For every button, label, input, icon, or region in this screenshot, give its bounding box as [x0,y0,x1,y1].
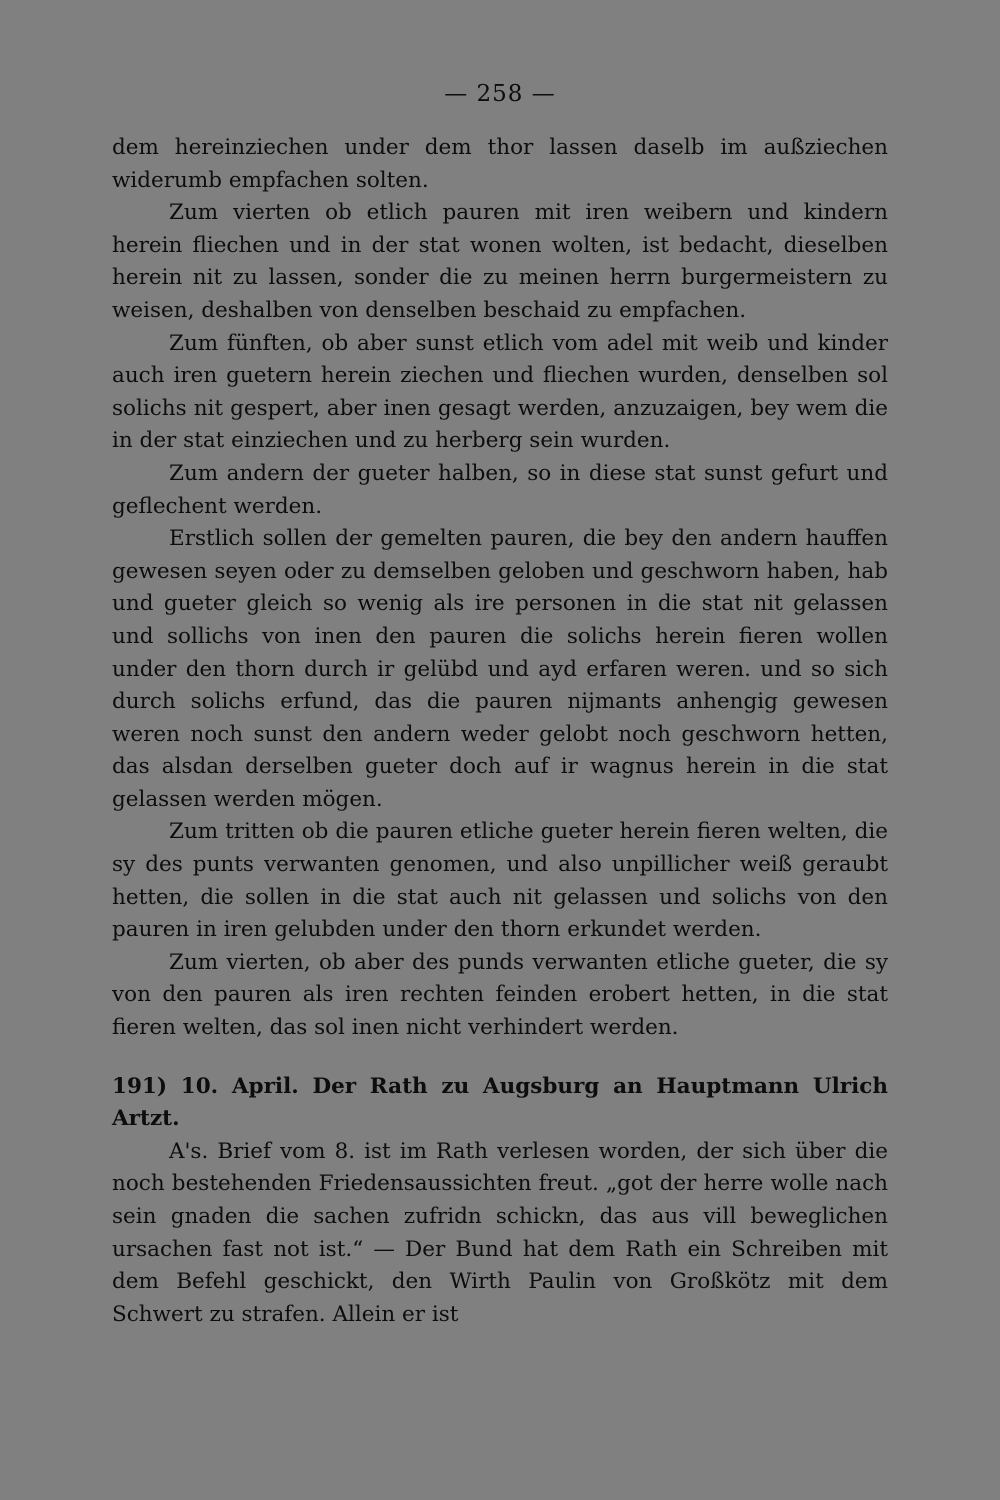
document-body: A's. Brief vom 8. ist im Rath verlesen worden, der sich über die noch bestehenden Friedensaussichten freut. „got der herre wolle nach sein gnaden die sachen zufridn schickn, das aus vill beweglichen ursachen fast not ist.“ — Der Bund hat dem Rath ein Schreiben mit dem Befehl geschickt, den Wirth Paulin von Großkötz mit dem Schwert zu strafen. Allein er ist [112,1138,888,1327]
paragraph-continuation: dem hereinziechen under dem thor lassen daselb im außziechen widerumb empfachen solten. [112,135,888,193]
paragraph-zum-fuenften: Zum fünften, ob aber sunst etlich vom adel mit weib und kinder auch iren guetern herein ziechen und fliechen wurden, denselben sol solichs nit gespert, aber inen gesagt werden, anzuzaigen, bey wem die in der stat einziechen und zu herberg sein wurden. [112,330,888,454]
paragraph-zum-tritten: Zum tritten ob die pauren etliche gueter herein fieren welten, die sy des punts verwanten genomen, und also unpillicher weiß geraubt hetten, die sollen in die stat auch nit gelassen und solichs von den pauren in iren gelubden under den thorn erkundet werden. [112,819,888,943]
document-heading: 191) 10. April. Der Rath zu Augsburg an Hauptmann Ulrich Artzt. [112,1073,888,1132]
page-number: — 258 — [444,81,556,107]
paragraph-zum-vierten-gueter: Zum vierten, ob aber des punds verwanten etliche gueter, die sy von den pauren als iren rechten feinden erobert hetten, in die stat fieren welten, das sol inen nicht verhindert werden. [112,949,888,1041]
book-page [112,78,888,1331]
paragraph-zum-vierten-pauren: Zum vierten ob etlich pauren mit iren weibern und kindern herein fliechen und in der stat wonen wolten, ist bedacht, dieselben herein nit zu lassen, sonder die zu meinen herrn burgermeistern zu weisen, deshalben von denselben beschaid zu empfachen. [112,200,888,323]
paragraph-erstlich: Erstlich sollen der gemelten pauren, die bey den andern hauffen gewesen seyen oder zu demselben geloben und geschworn haben, hab und gueter gleich so wenig als ire personen in die stat nit gelassen und sollichs von inen den pauren die solichs herein fieren wollen under den thorn durch ir gelübd und ayd erfaren weren. und so sich durch solichs erfund, das die pauren nijmants anhengig gewesen weren noch sunst den andern weder gelobt noch geschworn hetten, das alsdan derselben gueter doch auf ir wagnus herein in die stat gelassen werden mögen. [112,526,888,812]
paragraph-zum-andern: Zum andern der gueter halben, so in diese stat sunst gefurt und geflechent werden. [112,460,888,519]
